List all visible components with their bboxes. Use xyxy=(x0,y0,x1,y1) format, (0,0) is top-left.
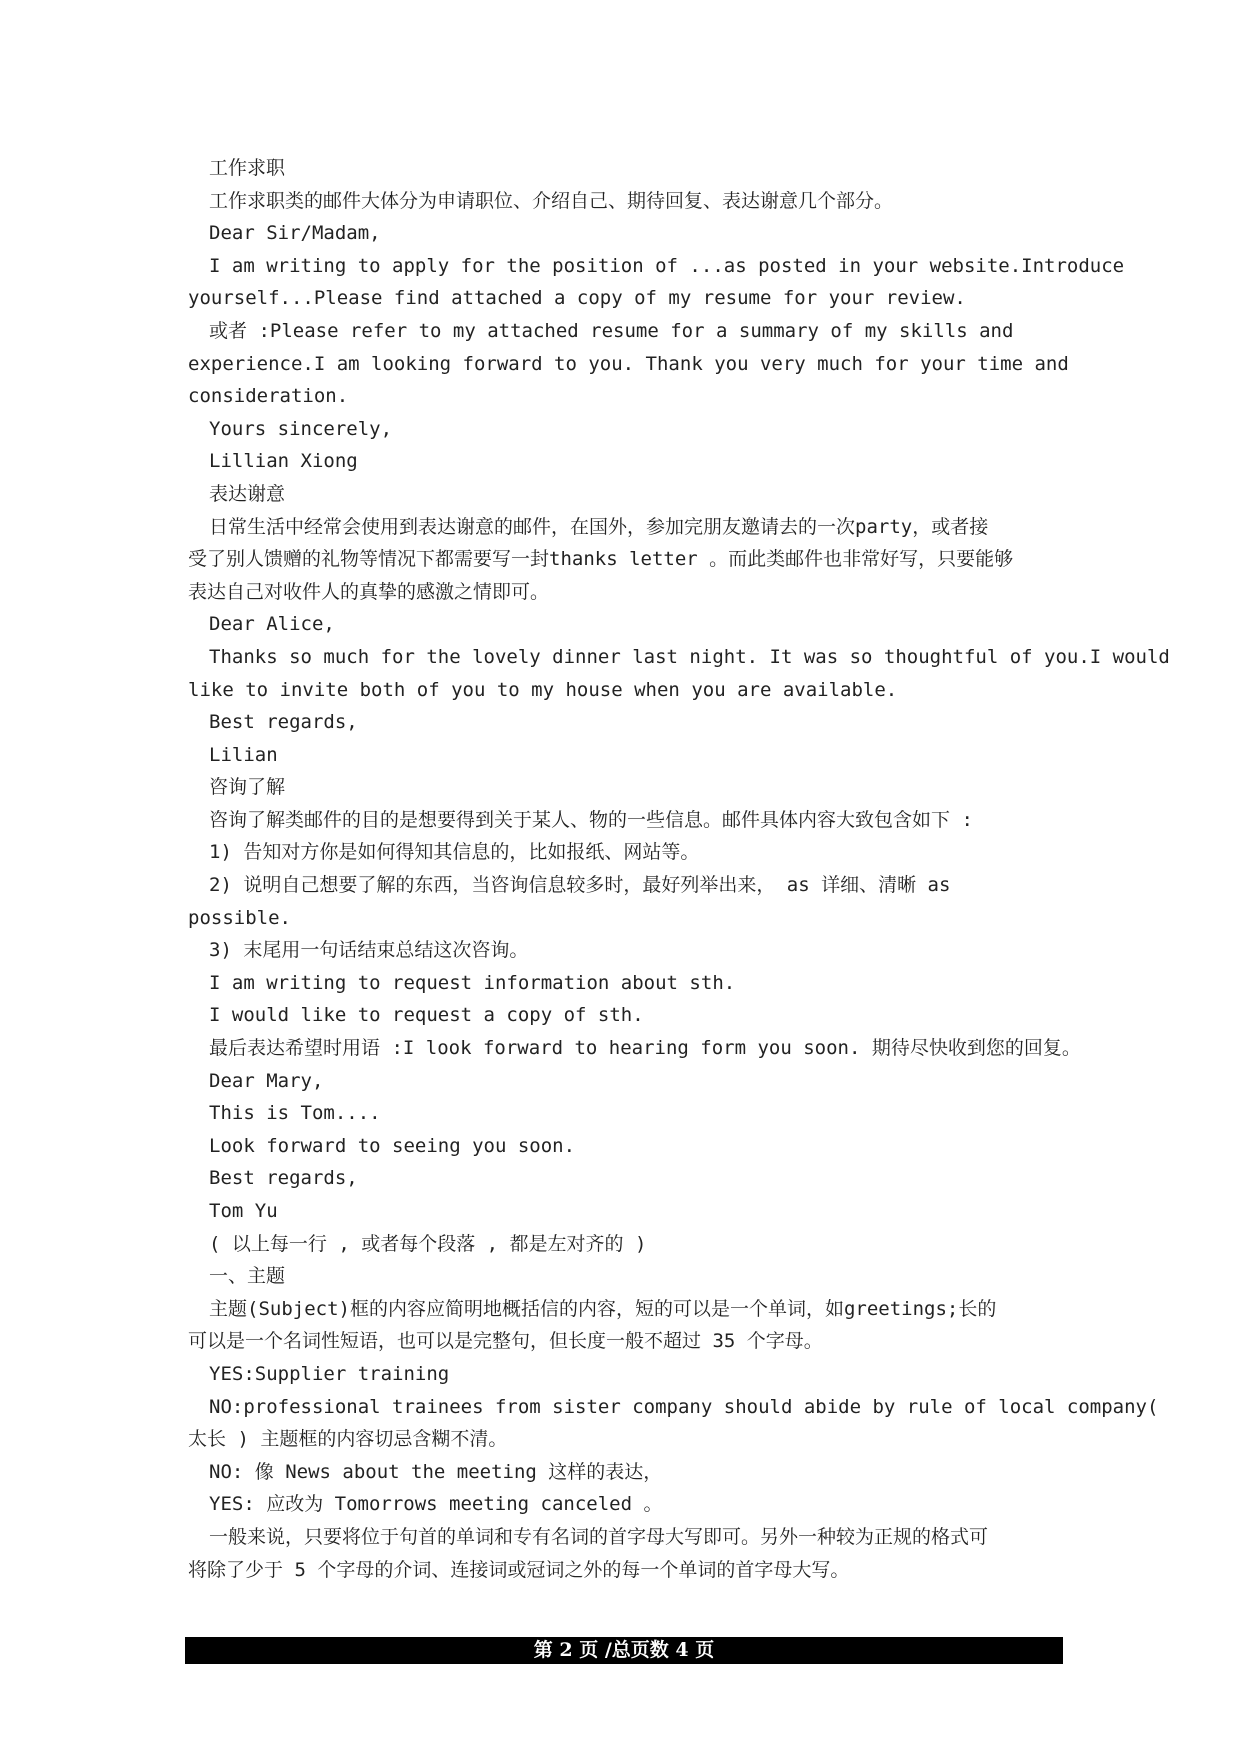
text-line: ( 以上每一行 , 或者每个段落 , 都是左对齐的 ) xyxy=(209,1232,647,1255)
text-line: like to invite both of you to my house when you are available. xyxy=(188,678,898,701)
text-line: 主题(Subject)框的内容应简明地概括信的内容，短的可以是一个单词，如greetings;长的 xyxy=(209,1297,997,1320)
text-line: 将除了少于 5 个字母的介词、连接词或冠词之外的每一个单词的首字母大写。 xyxy=(188,1558,850,1581)
text-line: 1) 告知对方你是如何得知其信息的，比如报纸、网站等。 xyxy=(209,841,700,864)
text-line: Tom Yu xyxy=(209,1200,278,1222)
text-line: Thanks so much for the lovely dinner last night. It was so thoughtful of you.I would xyxy=(209,645,1170,668)
text-line: Yours sincerely, xyxy=(209,417,393,440)
text-line: NO: 像 News about the meeting 这样的表达， xyxy=(209,1460,663,1483)
text-line: This is Tom.... xyxy=(209,1102,381,1125)
text-line: Lillian Xiong xyxy=(209,450,358,473)
text-line: 或者 :Please refer to my attached resume for a summary of my skills and xyxy=(209,319,1014,342)
text-line: NO:professional trainees from sister company should abide by rule of local company( xyxy=(209,1395,1159,1418)
text-line: 可以是一个名词性短语，也可以是完整句，但长度一般不超过 35 个字母。 xyxy=(188,1330,823,1353)
text-line: I am writing to apply for the position of ...as posted in your website.Introduce xyxy=(209,254,1125,277)
text-line: Lilian xyxy=(209,743,278,766)
text-line: 日常生活中经常会使用到表达谢意的邮件，在国外，参加完朋友邀请去的一次party，或者接 xyxy=(209,515,989,538)
text-line: Dear Alice, xyxy=(209,613,335,636)
page-number: 第 2 页 /总页数 4 页 xyxy=(533,1639,715,1661)
text-line: 太长 ) 主题框的内容切忌含糊不清。 xyxy=(188,1428,508,1451)
text-line: 咨询了解 xyxy=(209,776,286,799)
text-line: experience.I am looking forward to you. Thank you very much for your time and xyxy=(188,352,1069,375)
text-line: I am writing to request information about sth. xyxy=(209,971,736,994)
text-line: Best regards, xyxy=(209,711,358,734)
document-body xyxy=(188,152,1170,1586)
text-line: I would like to request a copy of sth. xyxy=(209,1004,644,1027)
text-line: 工作求职类的邮件大体分为申请职位、介绍自己、期待回复、表达谢意几个部分。 xyxy=(209,189,894,212)
text-line: YES:Supplier training xyxy=(209,1362,450,1385)
text-line: 表达自己对收件人的真挚的感激之情即可。 xyxy=(188,580,550,603)
text-line: 工作求职 xyxy=(209,157,286,179)
text-line: Dear Mary, xyxy=(209,1069,324,1092)
text-line: 表达谢意 xyxy=(209,482,286,505)
text-line: 咨询了解类邮件的目的是想要得到关于某人、物的一些信息。邮件具体内容大致包含如下 : xyxy=(209,808,973,831)
text-line: Best regards, xyxy=(209,1167,358,1190)
text-line: 2) 说明自己想要了解的东西，当咨询信息较多时，最好列举出来， as 详细、清晰 as xyxy=(209,874,951,897)
page-footer-bar xyxy=(185,1637,1063,1664)
text-line: 3) 末尾用一句话结束总结这次咨询。 xyxy=(209,939,529,962)
text-line: YES: 应改为 Tomorrows meeting canceled 。 xyxy=(209,1493,663,1516)
text-line: Look forward to seeing you soon. xyxy=(209,1134,576,1157)
text-line: 最后表达希望时用语 :I look forward to hearing form you soon. 期待尽快收到您的回复。 xyxy=(209,1037,1081,1060)
text-line: possible. xyxy=(188,906,291,929)
text-line: Dear Sir/Madam, xyxy=(209,222,381,245)
text-line: consideration. xyxy=(188,385,349,408)
text-line: 一般来说，只要将位于句首的单词和专有名词的首字母大写即可。另外一种较为正规的格式可 xyxy=(209,1525,989,1548)
text-line: 一、主题 xyxy=(209,1265,286,1288)
text-line: yourself...Please find attached a copy of my resume for your review. xyxy=(188,287,966,310)
text-line: 受了别人馈赠的礼物等情况下都需要写一封thanks letter 。而此类邮件也非常好写，只要能够 xyxy=(188,548,1014,571)
